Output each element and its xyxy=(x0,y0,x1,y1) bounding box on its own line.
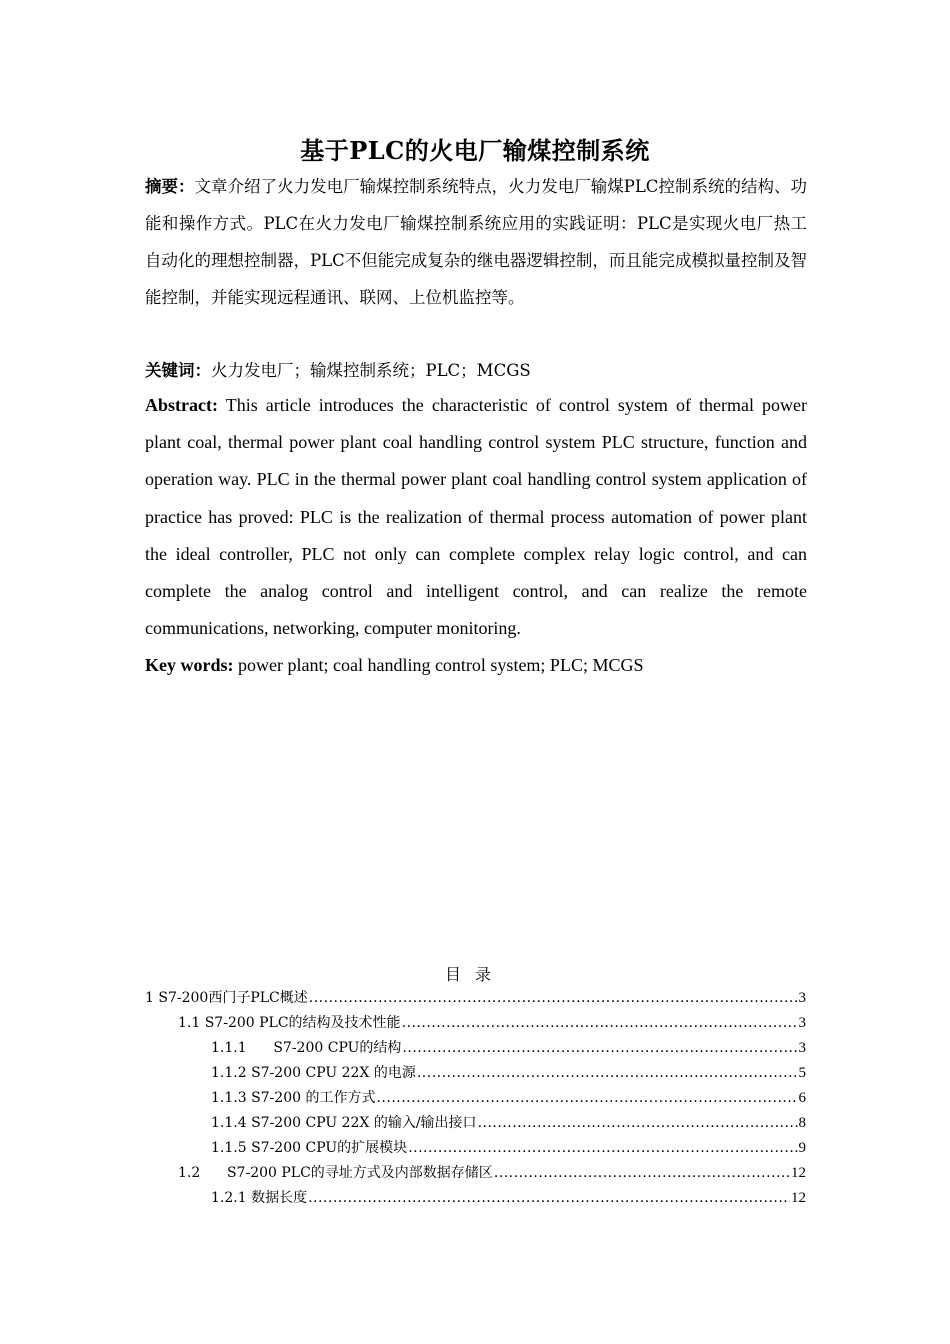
toc-entry-page: 6 xyxy=(798,1090,806,1106)
toc-entry-number: 1.1.3 xyxy=(211,1090,247,1106)
table-of-contents xyxy=(145,987,806,1212)
toc-leader-dots xyxy=(376,1090,797,1106)
toc-entry[interactable] xyxy=(145,1137,806,1162)
toc-entry-number: 1.1.4 xyxy=(211,1115,247,1131)
toc-entry-page: 3 xyxy=(798,990,806,1006)
toc-entry[interactable] xyxy=(145,1037,806,1062)
toc-leader-dots xyxy=(478,1115,798,1131)
chinese-keywords xyxy=(145,352,807,389)
toc-entry-number: 1.2 xyxy=(178,1165,201,1181)
toc-leader-dots xyxy=(402,1040,797,1056)
toc-leader-dots xyxy=(402,1015,798,1031)
chinese-abstract xyxy=(145,168,807,316)
english-keywords-label: Key words: xyxy=(145,655,234,675)
toc-entry[interactable] xyxy=(145,1112,806,1137)
toc-entry[interactable] xyxy=(145,1162,806,1187)
toc-entry-text: S7-200 的工作方式 xyxy=(251,1090,376,1106)
chinese-abstract-text: 文章介绍了火力发电厂输煤控制系统特点，火力发电厂输煤PLC控制系统的结构、功能和操作方式。PLC在火力发电厂输煤控制系统应用的实践证明：PLC是实现火电厂热工自动化的理想控制器，PLC不但能完成复杂的继电器逻辑控制，而且能完成模拟量控制及智能控制，并能实现远程通讯、联网、上位机监控等。 xyxy=(145,177,808,307)
chinese-keywords-text: 火力发电厂；输煤控制系统；PLC；MCGS xyxy=(211,361,531,380)
english-abstract-label: Abstract: xyxy=(145,395,218,415)
toc-entry-text: S7-200 CPU的结构 xyxy=(273,1040,402,1056)
toc-entry-page: 5 xyxy=(798,1065,806,1081)
toc-entry-page: 8 xyxy=(798,1115,806,1131)
english-keywords-text: power plant; coal handling control system; PLC; MCGS xyxy=(233,655,644,675)
toc-entry-number: 1.2.1 xyxy=(211,1190,247,1206)
toc-entry-text: S7-200 CPU 22X 的电源 xyxy=(251,1065,416,1081)
toc-entry-text: S7-200 PLC的结构及技术性能 xyxy=(204,1015,401,1031)
english-abstract-text: This article introduces the characteristic of control system of thermal power plant coal, thermal power plant coal handling control system PLC structure, function and operation way. PLC in the thermal power plant coal handling control system application of practice has proved: PLC is the realization of thermal process automation of power plant the ideal controller, PLC not only can complete complex relay logic control, and can complete the analog control and intelligent control, and can realize the remote communications, networking, computer monitoring. xyxy=(145,395,807,639)
toc-entry-text: S7-200 CPU 22X 的输入/输出接口 xyxy=(251,1115,477,1131)
toc-entry[interactable] xyxy=(145,1187,806,1212)
toc-leader-dots xyxy=(308,1190,790,1206)
chinese-keywords-label: 关键词： xyxy=(145,361,211,380)
toc-entry-number: 1 xyxy=(145,990,154,1006)
english-keywords xyxy=(145,647,807,684)
toc-leader-dots xyxy=(417,1065,798,1081)
toc-entry[interactable] xyxy=(145,987,806,1012)
toc-entry-page: 12 xyxy=(791,1190,806,1206)
toc-entry-page: 12 xyxy=(791,1165,806,1181)
toc-entry-text: S7-200西门子PLC概述 xyxy=(158,990,308,1006)
toc-leader-dots xyxy=(309,990,798,1006)
english-abstract xyxy=(145,387,807,647)
toc-entry[interactable] xyxy=(145,1012,806,1037)
toc-leader-dots xyxy=(408,1140,797,1156)
toc-entry-page: 9 xyxy=(798,1140,806,1156)
toc-entry-page: 3 xyxy=(798,1040,806,1056)
toc-entry[interactable] xyxy=(145,1087,806,1112)
toc-entry[interactable] xyxy=(145,1062,806,1087)
toc-entry-number: 1.1 xyxy=(178,1015,201,1031)
toc-entry-number: 1.1.5 xyxy=(211,1140,247,1156)
toc-leader-dots xyxy=(494,1165,790,1181)
toc-entry-text: S7-200 PLC的寻址方式及内部数据存储区 xyxy=(226,1165,493,1181)
toc-entry-text: 数据长度 xyxy=(251,1190,308,1206)
chinese-abstract-label: 摘要： xyxy=(145,177,195,196)
toc-entry-number: 1.1.1 xyxy=(211,1040,247,1056)
document-title: 基于PLC的火电厂输煤控制系统 xyxy=(300,136,650,165)
toc-entry-text: S7-200 CPU的扩展模块 xyxy=(251,1140,408,1156)
toc-title: 目录 xyxy=(444,965,505,984)
toc-entry-page: 3 xyxy=(798,1015,806,1031)
toc-entry-number: 1.1.2 xyxy=(211,1065,247,1081)
